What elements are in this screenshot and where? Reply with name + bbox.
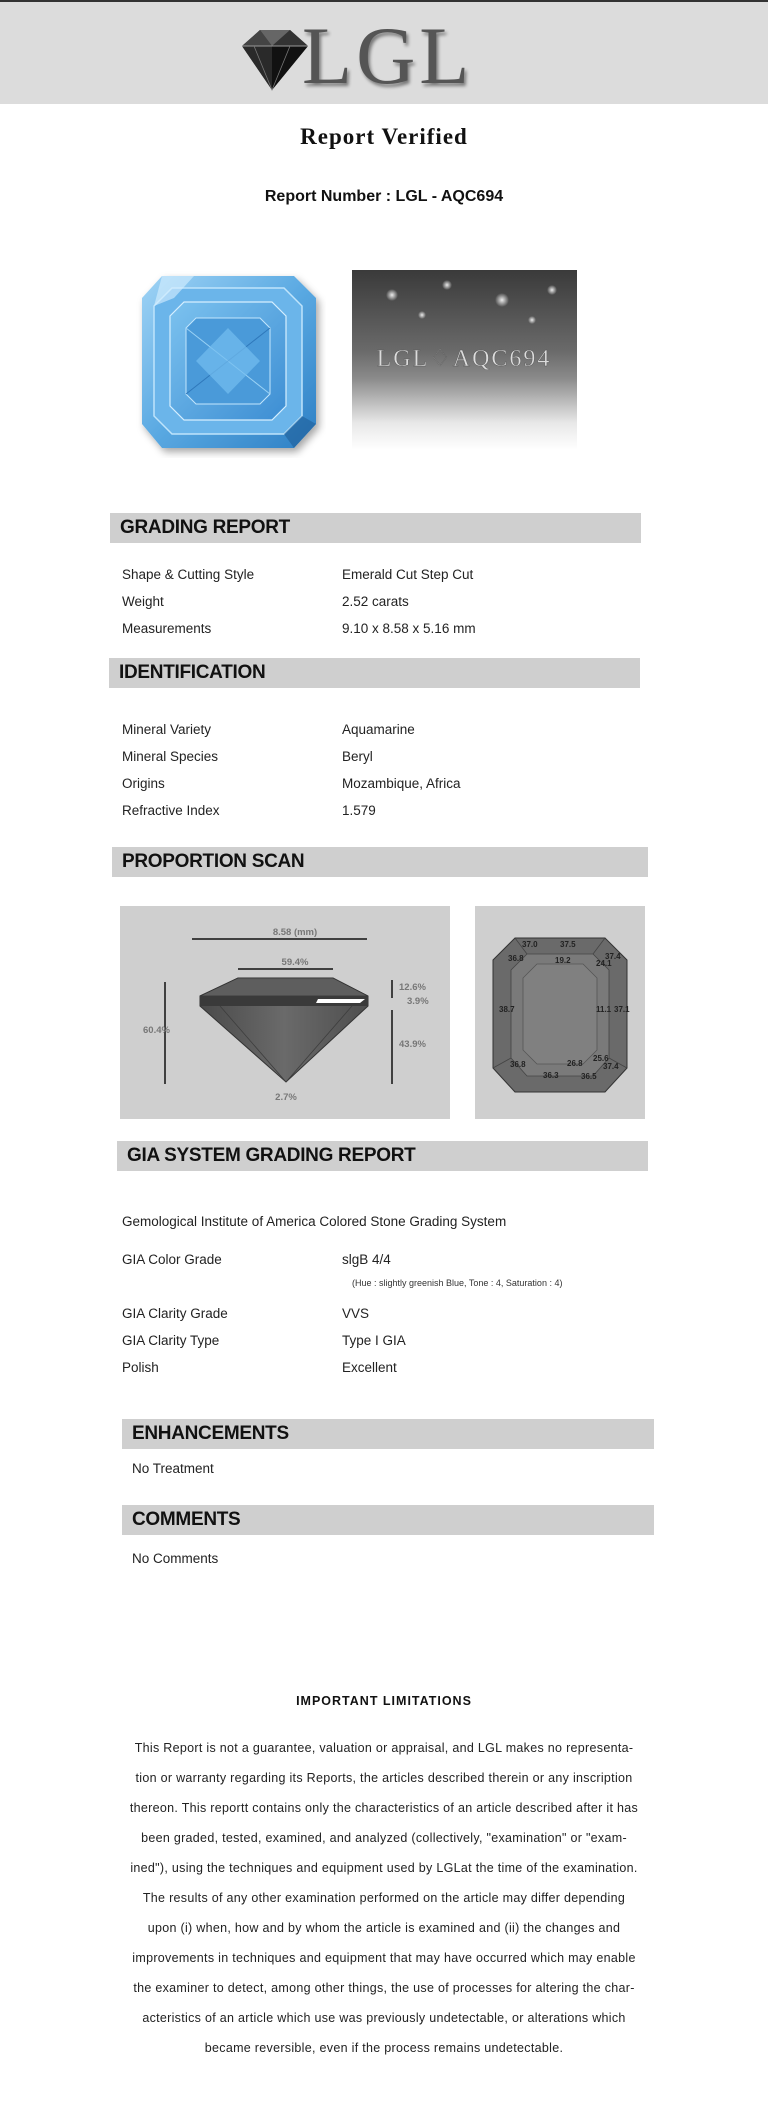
side-view-panel	[120, 906, 450, 1119]
gia-color-grade-value: slgB 4/4	[342, 1252, 391, 1267]
limitations-line: tion or warranty regarding its Reports, the articles described therein or any inscription	[135, 1771, 633, 1785]
proportion-scan-heading: PROPORTION SCAN	[112, 847, 648, 877]
limitations-body	[120, 1733, 648, 2063]
facet-label: 19.2	[555, 956, 571, 965]
facet-label: 36.5	[581, 1072, 597, 1081]
limitations-line: thereon. This reportt contains only the characteristics of an article described after it has	[129, 1801, 639, 1815]
report-number: Report Number : LGL - AQC694	[264, 188, 504, 205]
mineral-variety-label: Mineral Variety	[122, 722, 212, 737]
width-label: 8.58 (mm)	[272, 927, 318, 938]
gia-clarity-grade-label: GIA Clarity Grade	[122, 1306, 228, 1321]
limitations-line: been graded, tested, examined, and analyzed (collectively, "examination" or "exam-	[141, 1831, 627, 1845]
side-profile-diagram	[120, 906, 450, 1119]
gia-clarity-grade-value: VVS	[342, 1306, 370, 1321]
limitations-line: the examiner to detect, among other things, the use of processes for altering the char-	[133, 1981, 635, 1995]
top-facet-diagram	[475, 906, 645, 1119]
diamond-logo-icon	[232, 24, 312, 94]
gia-heading: GIA SYSTEM GRADING REPORT	[117, 1141, 648, 1171]
total-depth-label: 60.4%	[143, 1025, 170, 1036]
limitations-line: The results of any other examination performed on the article may differ depending	[142, 1891, 626, 1905]
mineral-variety-value: Aquamarine	[342, 722, 415, 737]
grading-report-heading: GRADING REPORT	[110, 513, 641, 543]
gia-subtitle: Gemological Institute of America Colored Stone Grading System	[122, 1214, 507, 1229]
inscription-text: LGL♢AQC694	[376, 346, 552, 372]
gia-color-note: (Hue : slightly greenish Blue, Tone : 4, Saturation : 4)	[352, 1278, 563, 1288]
gia-clarity-type-value: Type I GIA	[342, 1333, 406, 1348]
mineral-species-value: Beryl	[342, 749, 373, 764]
weight-label: Weight	[122, 594, 164, 609]
facet-label: 37.4	[603, 1062, 619, 1071]
shape-label: Shape & Cutting Style	[122, 567, 255, 582]
culet-label: 2.7%	[275, 1092, 297, 1103]
facet-label: 36.8	[508, 954, 524, 963]
limitations-line: ined"), using the techniques and equipment used by LGLat the time of the examination.	[130, 1861, 638, 1875]
origins-value: Mozambique, Africa	[342, 776, 461, 791]
top-view-panel	[475, 906, 645, 1119]
facet-label: 37.5	[560, 940, 576, 949]
crown-height-label: 12.6%	[399, 982, 426, 993]
limitations-line: acteristics of an article which use was previously undetectable, or alterations which	[142, 2011, 626, 2025]
pavilion-depth-label: 43.9%	[399, 1039, 426, 1050]
limitations-heading: IMPORTANT LIMITATIONS	[296, 1694, 472, 1708]
shape-value: Emerald Cut Step Cut	[342, 567, 474, 582]
facet-label: 36.3	[543, 1071, 559, 1080]
limitations-line: This Report is not a guarantee, valuation or appraisal, and LGL makes no representa-	[134, 1741, 634, 1755]
limitations-line: upon (i) when, how and by whom the article is examined and (ii) the changes and	[147, 1921, 621, 1935]
gia-color-grade-label: GIA Color Grade	[122, 1252, 222, 1267]
origins-label: Origins	[122, 776, 165, 791]
header-banner	[0, 2, 768, 104]
measurements-value: 9.10 x 8.58 x 5.16 mm	[342, 621, 476, 636]
refractive-index-value: 1.579	[342, 803, 376, 818]
facet-label: 24.1	[596, 959, 612, 968]
facet-label: 38.7	[499, 1005, 515, 1014]
facet-label: 11.1	[596, 1005, 612, 1014]
measurements-label: Measurements	[122, 621, 212, 636]
girdle-label: 3.9%	[407, 996, 429, 1007]
facet-label: 36.8	[510, 1060, 526, 1069]
gemstone-photo	[134, 268, 326, 458]
facet-label: 25.6	[593, 1054, 609, 1063]
comments-heading: COMMENTS	[122, 1505, 654, 1535]
facet-label: 37.4	[605, 952, 621, 961]
polish-label: Polish	[122, 1360, 159, 1375]
table-percent-label: 59.4%	[281, 957, 309, 968]
identification-heading: IDENTIFICATION	[109, 658, 640, 688]
limitations-line: became reversible, even if the process remains undetectable.	[204, 2041, 564, 2055]
facet-label: 26.8	[567, 1059, 583, 1068]
facet-label: 37.0	[522, 940, 538, 949]
facet-label: 37.1	[614, 1005, 630, 1014]
inscription-photo	[352, 270, 577, 450]
page-title: Report Verified	[300, 124, 468, 149]
limitations-line: improvements in techniques and equipment that may have occurred which may enable	[132, 1951, 636, 1965]
comments-text: No Comments	[132, 1551, 219, 1566]
refractive-index-label: Refractive Index	[122, 803, 220, 818]
weight-value: 2.52 carats	[342, 594, 409, 609]
gia-clarity-type-label: GIA Clarity Type	[122, 1333, 220, 1348]
enhancements-text: No Treatment	[132, 1461, 214, 1476]
mineral-species-label: Mineral Species	[122, 749, 219, 764]
lgl-logo[interactable]	[232, 10, 492, 101]
enhancements-heading: ENHANCEMENTS	[122, 1419, 654, 1449]
logo-text: LGL	[302, 10, 474, 101]
polish-value: Excellent	[342, 1360, 397, 1375]
